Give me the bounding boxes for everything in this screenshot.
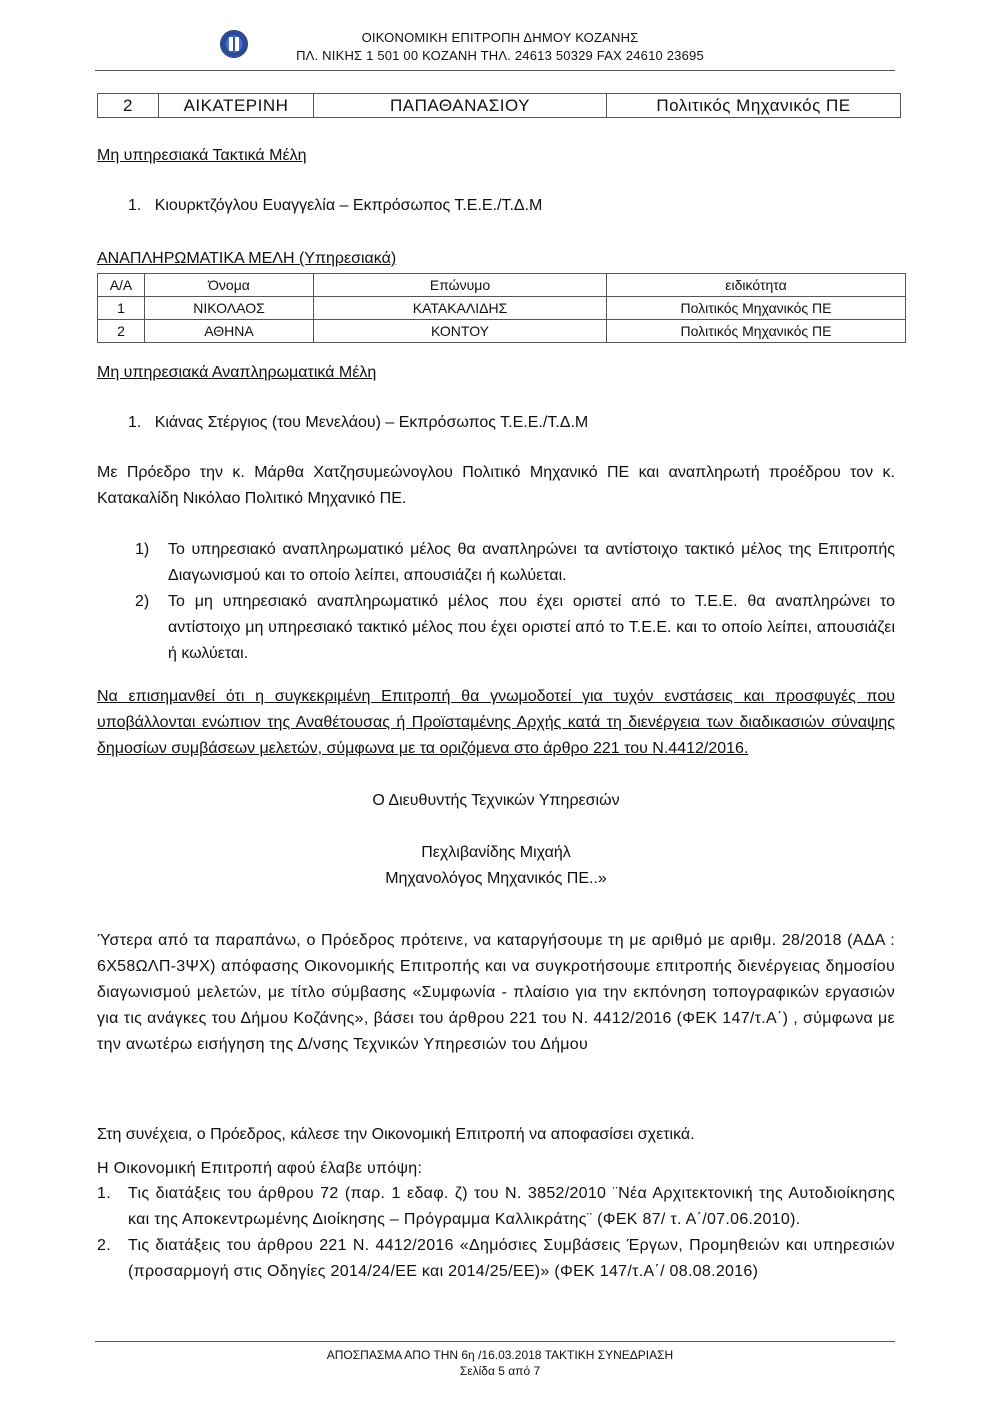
president-paragraph: Με Πρόεδρο την κ. Μάρθα Χατζησυμεώνογλου Πολιτικό Μηχανικό ΠΕ και αναπληρωτή προέδρου τον κ. Κατακαλίδη Νικόλαο Πολιτικό Μηχανικό ΠΕ. bbox=[97, 464, 895, 507]
list-item-number: 1) bbox=[135, 541, 150, 558]
section-heading-non-service-substitute: Μη υπηρεσιακά Αναπληρωματικά Μέλη bbox=[97, 364, 377, 381]
proposal-paragraph: Ύστερα από τα παραπάνω, ο Πρόεδρος πρότεινε, να καταργήσουμε τη με αριθμό με αριθμ. 28/2018 (ΑΔΑ : 6Χ58ΩΛΠ-3ΨΧ) απόφασης Οικονομικής Επιτροπής και να συγκροτήσουμε επιτροπής διενέργειας δημοσίου διαγωνισμού μελετών, με τίτλο σύμβασης «Συμφωνία - πλαίσιο για την εκπόνηση τοπογραφικών εργασιών για τις ανάγκες του Δήμου Κοζάνης», βάσει του άρθρου 221 του Ν. 4412/2016 (ΦΕΚ 147/τ.Α΄) , σύμφωνα με την ανωτέρω εισήγηση της Δ/νσης Τεχνικών Υπηρεσιών του Δήμου bbox=[97, 932, 895, 1053]
considered-list bbox=[97, 1181, 895, 1285]
footer-page-number: Σελίδα 5 από 7 bbox=[459, 1364, 541, 1378]
list-item-number: 2) bbox=[135, 593, 150, 610]
footer-session-info: ΑΠΟΣΠΑΣΜΑ ΑΠΟ ΤΗΝ 6η /16.03.2018 ΤΑΚΤΙΚΗ ΣΥΝΕΔΡΙΑΣΗ bbox=[326, 1348, 674, 1362]
greek-coat-of-arms-icon bbox=[220, 30, 248, 58]
list-item bbox=[130, 589, 895, 667]
table-cell-specialty: Πολιτικός Μηχανικός ΠΕ bbox=[607, 94, 901, 118]
table-cell-last-name: ΠΑΠΑΘΑΝΑΣΙΟΥ bbox=[314, 94, 607, 118]
header-organization: ΟΙΚΟΝΟΜΙΚΗ ΕΠΙΤΡΟΠΗ ΔΗΜΟΥ ΚΟΖΑΝΗΣ bbox=[361, 30, 639, 45]
table-row bbox=[98, 297, 906, 320]
table-cell: 2 bbox=[98, 320, 145, 343]
regular-members-table-continuation bbox=[97, 93, 901, 118]
list-item-number: 2. bbox=[97, 1237, 111, 1254]
column-header: Όνομα bbox=[145, 274, 314, 297]
table-row bbox=[98, 320, 906, 343]
list-item-text: Τις διατάξεις του άρθρου 221 Ν. 4412/2016 «Δημόσιες Συμβάσεις Έργων, Προμηθειών και υπηρεσιών (προσαρμογή στις Οδηγίες 2014/24/ΕΕ και 2014/25/ΕΕ)» (ΦΕΚ 147/τ.Α΄/ 08.08.2016) bbox=[128, 1237, 895, 1280]
list-item bbox=[128, 193, 542, 219]
table-cell: 1 bbox=[98, 297, 145, 320]
page-footer-divider bbox=[95, 1341, 895, 1342]
table-cell: ΚΟΝΤΟΥ bbox=[314, 320, 607, 343]
substitute-members-table bbox=[97, 273, 906, 343]
signature-name: Πεχλιβανίδης Μιχαήλ bbox=[421, 844, 571, 861]
list-item-text: Το υπηρεσιακό αναπληρωματικό μέλος θα αναπληρώνει τα αντίστοιχο τακτικό μέλος της Επιτροπής Διαγωνισμού και το οποίο λείπει, απουσιάζει ή κωλύεται. bbox=[168, 541, 895, 584]
table-cell: Πολιτικός Μηχανικός ΠΕ bbox=[607, 297, 906, 320]
note-paragraph: Να επισημανθεί ότι η συγκεκριμένη Επιτροπή θα γνωμοδοτεί για τυχόν ενστάσεις και προσφυγές που υποβάλλονται ενώπιον της Αναθέτουσας ή Προϊσταμένης Αρχής κατά τη διενέργεια των διαδικασιών σύναψης δημοσίων συμβάσεων μελετών, σύμφωνα με τα οριζόμενα στο άρθρο 221 του Ν.4412/2016. bbox=[97, 688, 895, 757]
considered-intro: Η Οικονομική Επιτροπή αφού έλαβε υπόψη: bbox=[97, 1160, 423, 1177]
list-item-number: 1. bbox=[128, 414, 142, 431]
header-address: ΠΛ. ΝΙΚΗΣ 1 501 00 ΚΟΖΑΝΗ ΤΗΛ. 24613 50329 FAX 24610 23695 bbox=[296, 48, 704, 63]
section-heading-substitute-members: ΑΝΑΠΛΗΡΩΜΑΤΙΚΑ ΜΕΛΗ (Υπηρεσιακά) bbox=[97, 250, 397, 267]
table-header-row bbox=[98, 274, 906, 297]
column-header: Α/Α bbox=[98, 274, 145, 297]
list-item-text: Το μη υπηρεσιακό αναπληρωματικό μέλος που έχει οριστεί από το Τ.Ε.Ε. θα αναπληρώνει το αντίστοιχο μη υπηρεσιακό τακτικό μέλος που έχει οριστεί από το Τ.Ε.Ε. και το οποίο λείπει, απουσιάζει ή κωλύεται. bbox=[168, 593, 895, 662]
section-heading-non-service-regular: Μη υπηρεσιακά Τακτικά Μέλη bbox=[97, 147, 307, 164]
list-item bbox=[97, 1233, 895, 1285]
list-item bbox=[130, 537, 895, 589]
table-row bbox=[98, 94, 901, 118]
column-header: Επώνυμο bbox=[314, 274, 607, 297]
signature-title: Ο Διευθυντής Τεχνικών Υπηρεσιών bbox=[372, 792, 620, 809]
list-item-text: Κιάνας Στέργιος (του Μενελάου) – Εκπρόσωπος Τ.Ε.Ε./Τ.Δ.Μ bbox=[154, 414, 589, 431]
table-cell: ΑΘΗΝΑ bbox=[145, 320, 314, 343]
list-item-text: Τις διατάξεις του άρθρου 72 (παρ. 1 εδαφ. ζ) του Ν. 3852/2010 ¨Νέα Αρχιτεκτονική της Αυτοδιοίκησης και της Αποκεντρωμένης Διοίκησης – Πρόγραμμα Καλλικράτης¨ (ΦΕΚ 87/ τ. Α΄/07.06.2010). bbox=[128, 1185, 895, 1228]
table-cell: Πολιτικός Μηχανικός ΠΕ bbox=[607, 320, 906, 343]
list-item-number: 1. bbox=[128, 197, 142, 214]
column-header: ειδικότητα bbox=[607, 274, 906, 297]
list-item bbox=[97, 1181, 895, 1233]
list-item-text: Κιουρκτζόγλου Ευαγγελία – Εκπρόσωπος Τ.Ε.Ε./Τ.Δ.Μ bbox=[154, 197, 543, 214]
table-cell: ΝΙΚΟΛΑΟΣ bbox=[145, 297, 314, 320]
rules-list bbox=[130, 537, 895, 667]
list-item-number: 1. bbox=[97, 1185, 111, 1202]
table-cell-index: 2 bbox=[98, 94, 159, 118]
call-paragraph: Στη συνέχεια, ο Πρόεδρος, κάλεσε την Οικονομική Επιτροπή να αποφασίσει σχετικά. bbox=[97, 1126, 695, 1143]
signature-role: Μηχανολόγος Μηχανικός ΠΕ..» bbox=[385, 870, 607, 887]
table-cell-first-name: ΑΙΚΑΤΕΡΙΝΗ bbox=[159, 94, 314, 118]
table-cell: ΚΑΤΑΚΑΛΙΔΗΣ bbox=[314, 297, 607, 320]
list-item bbox=[128, 410, 588, 436]
